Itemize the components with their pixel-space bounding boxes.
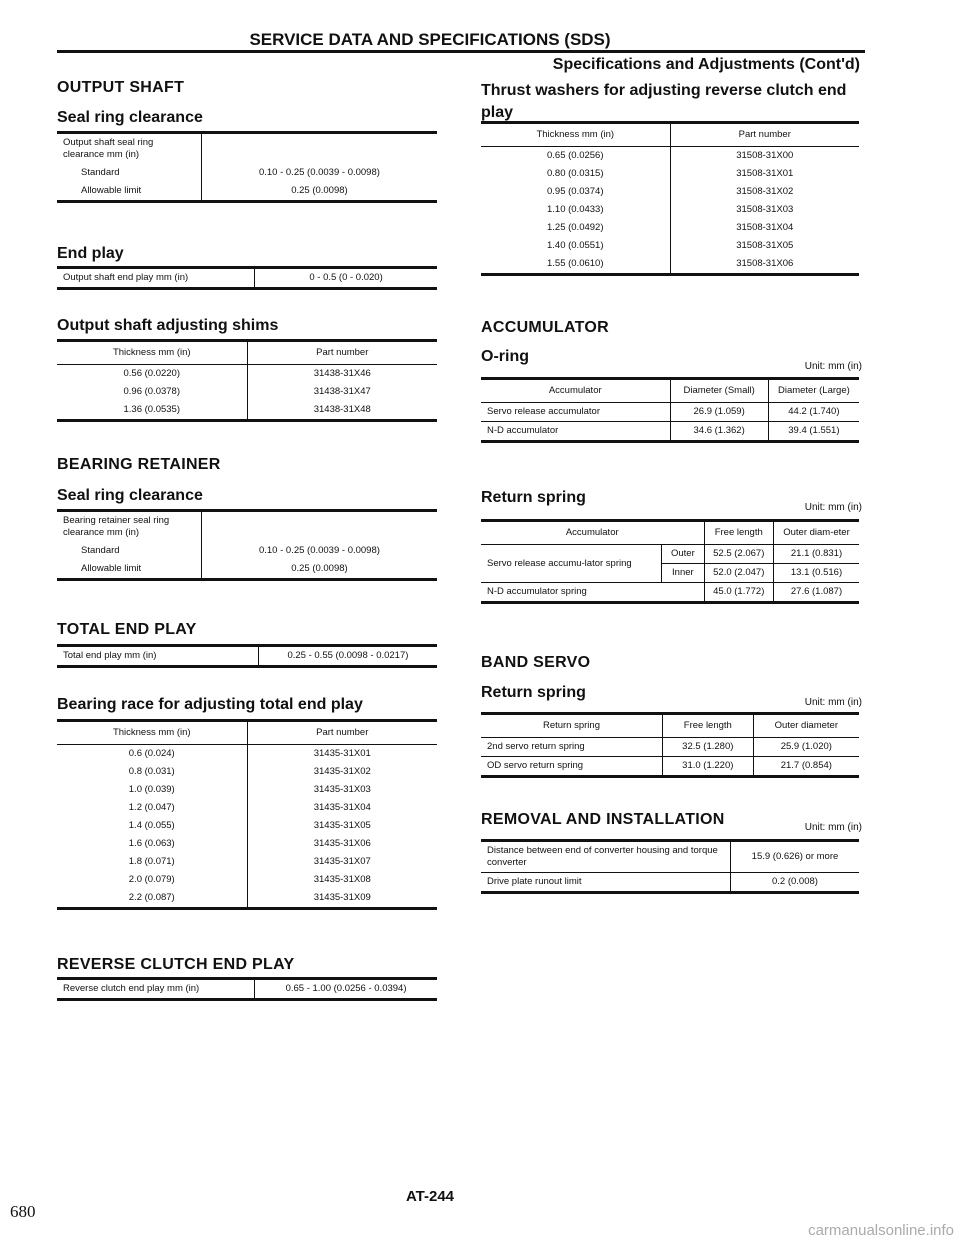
table-row [57, 164, 437, 182]
page-title: SERVICE DATA AND SPECIFICATIONS (SDS) [249, 30, 611, 49]
cell: 31508-31X03 [736, 204, 794, 215]
cell: N-D accumulator [481, 422, 670, 442]
spec-table [57, 977, 437, 1001]
table-row [481, 873, 859, 893]
cell [201, 511, 437, 543]
unit-label: Unit: mm (in) [804, 502, 862, 513]
unit-label: Unit: mm (in) [804, 822, 862, 833]
cell: 0.95 (0.0374) [481, 183, 670, 201]
table-row [481, 422, 859, 442]
table-row [57, 781, 437, 799]
cell: 1.36 (0.0535) [57, 401, 247, 421]
cell: 0.65 - 1.00 (0.0256 - 0.0394) [285, 983, 407, 994]
spec-table [481, 377, 859, 443]
cell: 1.40 (0.0551) [481, 237, 670, 255]
heading-return-spring: Return spring [481, 489, 586, 506]
table-row [481, 403, 859, 422]
watermark: carmanualsonline.info [808, 1222, 954, 1239]
table-row [57, 979, 437, 1000]
cell: 21.1 (0.831) [773, 545, 859, 564]
table-row [481, 201, 859, 219]
spec-table [57, 719, 437, 910]
cell: 1.8 (0.071) [57, 853, 247, 871]
spec-table [481, 121, 859, 276]
table-row [481, 219, 859, 237]
bearing-race-table [57, 719, 437, 910]
reverse-clutch-table [57, 977, 437, 1001]
cell: 1.0 (0.039) [57, 781, 247, 799]
cell: 31435-31X05 [313, 820, 371, 831]
cell: 0.25 (0.0098) [291, 185, 348, 196]
heading-oring: O-ring [481, 348, 529, 365]
table-row [481, 147, 859, 166]
row-label: Servo release accumu-lator spring [481, 545, 662, 583]
col-header: Return spring [481, 714, 662, 738]
spec-table [57, 339, 437, 422]
table-row [57, 560, 437, 580]
section-output-shaft: OUTPUT SHAFT [57, 79, 185, 96]
table-row [57, 383, 437, 401]
cell: Bearing retainer seal ring clearance mm (in) [57, 511, 201, 543]
table-row [57, 542, 437, 560]
table-row [57, 835, 437, 853]
total-end-play-table [57, 644, 437, 668]
heading-bs-return-spring: Return spring [481, 684, 586, 701]
section-total-end-play: TOTAL END PLAY [57, 621, 197, 638]
table-row [57, 268, 437, 289]
cell: Drive plate runout limit [481, 873, 730, 893]
cell: Servo release accumulator [481, 403, 670, 422]
col-header: Part number [670, 123, 859, 147]
cell: 45.0 (1.772) [704, 583, 773, 603]
cell: 1.4 (0.055) [57, 817, 247, 835]
table-row [57, 889, 437, 909]
cell: 2.2 (0.087) [57, 889, 247, 909]
spec-table [57, 509, 437, 581]
cell: 31435-31X01 [313, 748, 371, 759]
spec-table [481, 712, 859, 778]
title-rule [57, 50, 865, 53]
cell: 31438-31X46 [313, 368, 371, 379]
cell: Allowable limit [57, 560, 201, 580]
cell: Inner [662, 564, 704, 583]
section-bearing-retainer: BEARING RETAINER [57, 456, 221, 473]
table-row [57, 133, 437, 165]
cell: Standard [57, 542, 201, 560]
removal-table [481, 839, 859, 894]
table-row [57, 817, 437, 835]
cell: 1.2 (0.047) [57, 799, 247, 817]
section-reverse-clutch: REVERSE CLUTCH END PLAY [57, 956, 295, 973]
cell: Reverse clutch end play mm (in) [57, 979, 255, 1000]
seal-ring-table [57, 131, 437, 203]
cell: 52.5 (2.067) [704, 545, 773, 564]
col-header: Free length [662, 714, 753, 738]
spec-table [481, 839, 859, 894]
spec-table [57, 131, 437, 203]
table-row [481, 841, 859, 873]
table-row [57, 871, 437, 889]
cell: 0.65 (0.0256) [481, 147, 670, 166]
cell: 0.6 (0.024) [57, 745, 247, 764]
cell: 0.25 (0.0098) [291, 563, 348, 574]
table-row [481, 714, 859, 738]
col-header: Accumulator [481, 379, 670, 403]
spec-table [57, 266, 437, 290]
page-subtitle: Specifications and Adjustments (Cont'd) [552, 56, 860, 73]
cell: 13.1 (0.516) [773, 564, 859, 583]
cell: 0.25 - 0.55 (0.0098 - 0.0217) [287, 650, 409, 661]
cell: 31435-31X03 [313, 784, 371, 795]
cell: 1.10 (0.0433) [481, 201, 670, 219]
heading-end-play: End play [57, 245, 124, 262]
heading-thrust-washers: Thrust washers for adjusting reverse clutch end play [481, 82, 847, 121]
table-row [481, 165, 859, 183]
cell: 31508-31X04 [736, 222, 794, 233]
cell: Output shaft seal ring clearance mm (in) [57, 133, 201, 165]
table-row [481, 757, 859, 777]
cell: 39.4 (1.551) [788, 425, 840, 436]
cell: 21.7 (0.854) [780, 760, 832, 771]
cell: 31508-31X06 [736, 258, 794, 269]
cell: 31508-31X02 [736, 186, 794, 197]
cell: 25.9 (1.020) [753, 738, 859, 757]
col-header: Part number [247, 721, 437, 745]
cell: 31435-31X09 [313, 892, 371, 903]
cell: Standard [57, 164, 201, 182]
page-number: 680 [10, 1202, 36, 1221]
col-header: Accumulator [481, 521, 704, 545]
band-servo-table [481, 712, 859, 778]
heading-br-seal: Seal ring clearance [57, 487, 203, 504]
end-play-table [57, 266, 437, 290]
cell: 44.2 (1.740) [768, 403, 859, 422]
cell: 32.5 (1.280) [662, 738, 753, 757]
col-header: Part number [247, 341, 437, 365]
table-row [57, 853, 437, 871]
row-label: N-D accumulator spring [481, 583, 704, 603]
table-row [57, 182, 437, 202]
section-accumulator: ACCUMULATOR [481, 319, 610, 336]
table-row [57, 365, 437, 384]
cell: 15.9 (0.626) or more [730, 841, 859, 873]
cell: Allowable limit [57, 182, 201, 202]
cell: 31435-31X04 [313, 802, 371, 813]
heading-bearing-race: Bearing race for adjusting total end play [57, 696, 363, 713]
return-spring-table [481, 519, 859, 604]
col-header: Outer diam-eter [773, 521, 859, 545]
shims-table [57, 339, 437, 422]
cell: OD servo return spring [481, 757, 662, 777]
cell: 0.10 - 0.25 (0.0039 - 0.0098) [258, 545, 380, 556]
unit-label: Unit: mm (in) [804, 697, 862, 708]
cell: 31435-31X07 [313, 856, 371, 867]
cell: 31.0 (1.220) [662, 757, 753, 777]
cell: 0.2 (0.008) [772, 876, 818, 887]
table-row [481, 255, 859, 275]
cell: Outer [662, 545, 704, 564]
cell: Total end play mm (in) [57, 646, 258, 667]
table-row [57, 511, 437, 543]
cell: 27.6 (1.087) [790, 586, 843, 597]
table-row [481, 379, 859, 403]
cell [201, 133, 437, 165]
table-row [481, 738, 859, 757]
cell: 0.10 - 0.25 (0.0039 - 0.0098) [258, 167, 380, 178]
cell: Output shaft end play mm (in) [57, 268, 255, 289]
col-header: Thickness mm (in) [57, 341, 247, 365]
cell: 52.0 (2.047) [704, 564, 773, 583]
col-header: Thickness mm (in) [57, 721, 247, 745]
page-code: AT-244 [405, 1188, 455, 1205]
cell: 26.9 (1.059) [670, 403, 768, 422]
col-header: Diameter (Small) [670, 379, 768, 403]
cell: 0 - 0.5 (0 - 0.020) [309, 272, 383, 283]
cell: Distance between end of converter housing and torque converter [481, 841, 730, 873]
table-row [57, 646, 437, 667]
cell: 31508-31X05 [736, 240, 794, 251]
section-band-servo: BAND SERVO [481, 654, 591, 671]
col-header: Diameter (Large) [768, 379, 859, 403]
cell: 0.8 (0.031) [57, 763, 247, 781]
cell: 0.56 (0.0220) [57, 365, 247, 384]
cell: 0.80 (0.0315) [481, 165, 670, 183]
br-seal-table [57, 509, 437, 581]
cell: 1.25 (0.0492) [481, 219, 670, 237]
table-row [57, 745, 437, 764]
col-header: Thickness mm (in) [481, 123, 670, 147]
cell: 2.0 (0.079) [57, 871, 247, 889]
cell: 34.6 (1.362) [670, 422, 768, 442]
col-header: Outer diameter [753, 714, 859, 738]
cell: 0.96 (0.0378) [57, 383, 247, 401]
cell: 31438-31X47 [313, 386, 371, 397]
table-row [57, 763, 437, 781]
table-row [57, 401, 437, 421]
spec-table [57, 644, 437, 668]
table-row [57, 341, 437, 365]
heading-seal-ring: Seal ring clearance [57, 109, 203, 126]
cell: 31508-31X01 [736, 168, 794, 179]
heading-shims: Output shaft adjusting shims [57, 317, 279, 334]
table-row [481, 123, 859, 147]
cell: 1.6 (0.063) [57, 835, 247, 853]
cell: 31508-31X00 [736, 150, 794, 161]
col-header: Free length [704, 521, 773, 545]
table-row [57, 799, 437, 817]
table-row [57, 721, 437, 745]
thrust-washer-table [481, 121, 859, 276]
cell: 31438-31X48 [313, 404, 371, 415]
cell: 2nd servo return spring [481, 738, 662, 757]
section-removal: REMOVAL AND INSTALLATION [481, 811, 725, 828]
table-row [481, 183, 859, 201]
cell: 31435-31X02 [313, 766, 371, 777]
oring-table [481, 377, 859, 443]
cell: 1.55 (0.0610) [481, 255, 670, 275]
table-row [481, 237, 859, 255]
cell: 31435-31X08 [313, 874, 371, 885]
unit-label: Unit: mm (in) [804, 361, 862, 372]
cell: 31435-31X06 [313, 838, 371, 849]
